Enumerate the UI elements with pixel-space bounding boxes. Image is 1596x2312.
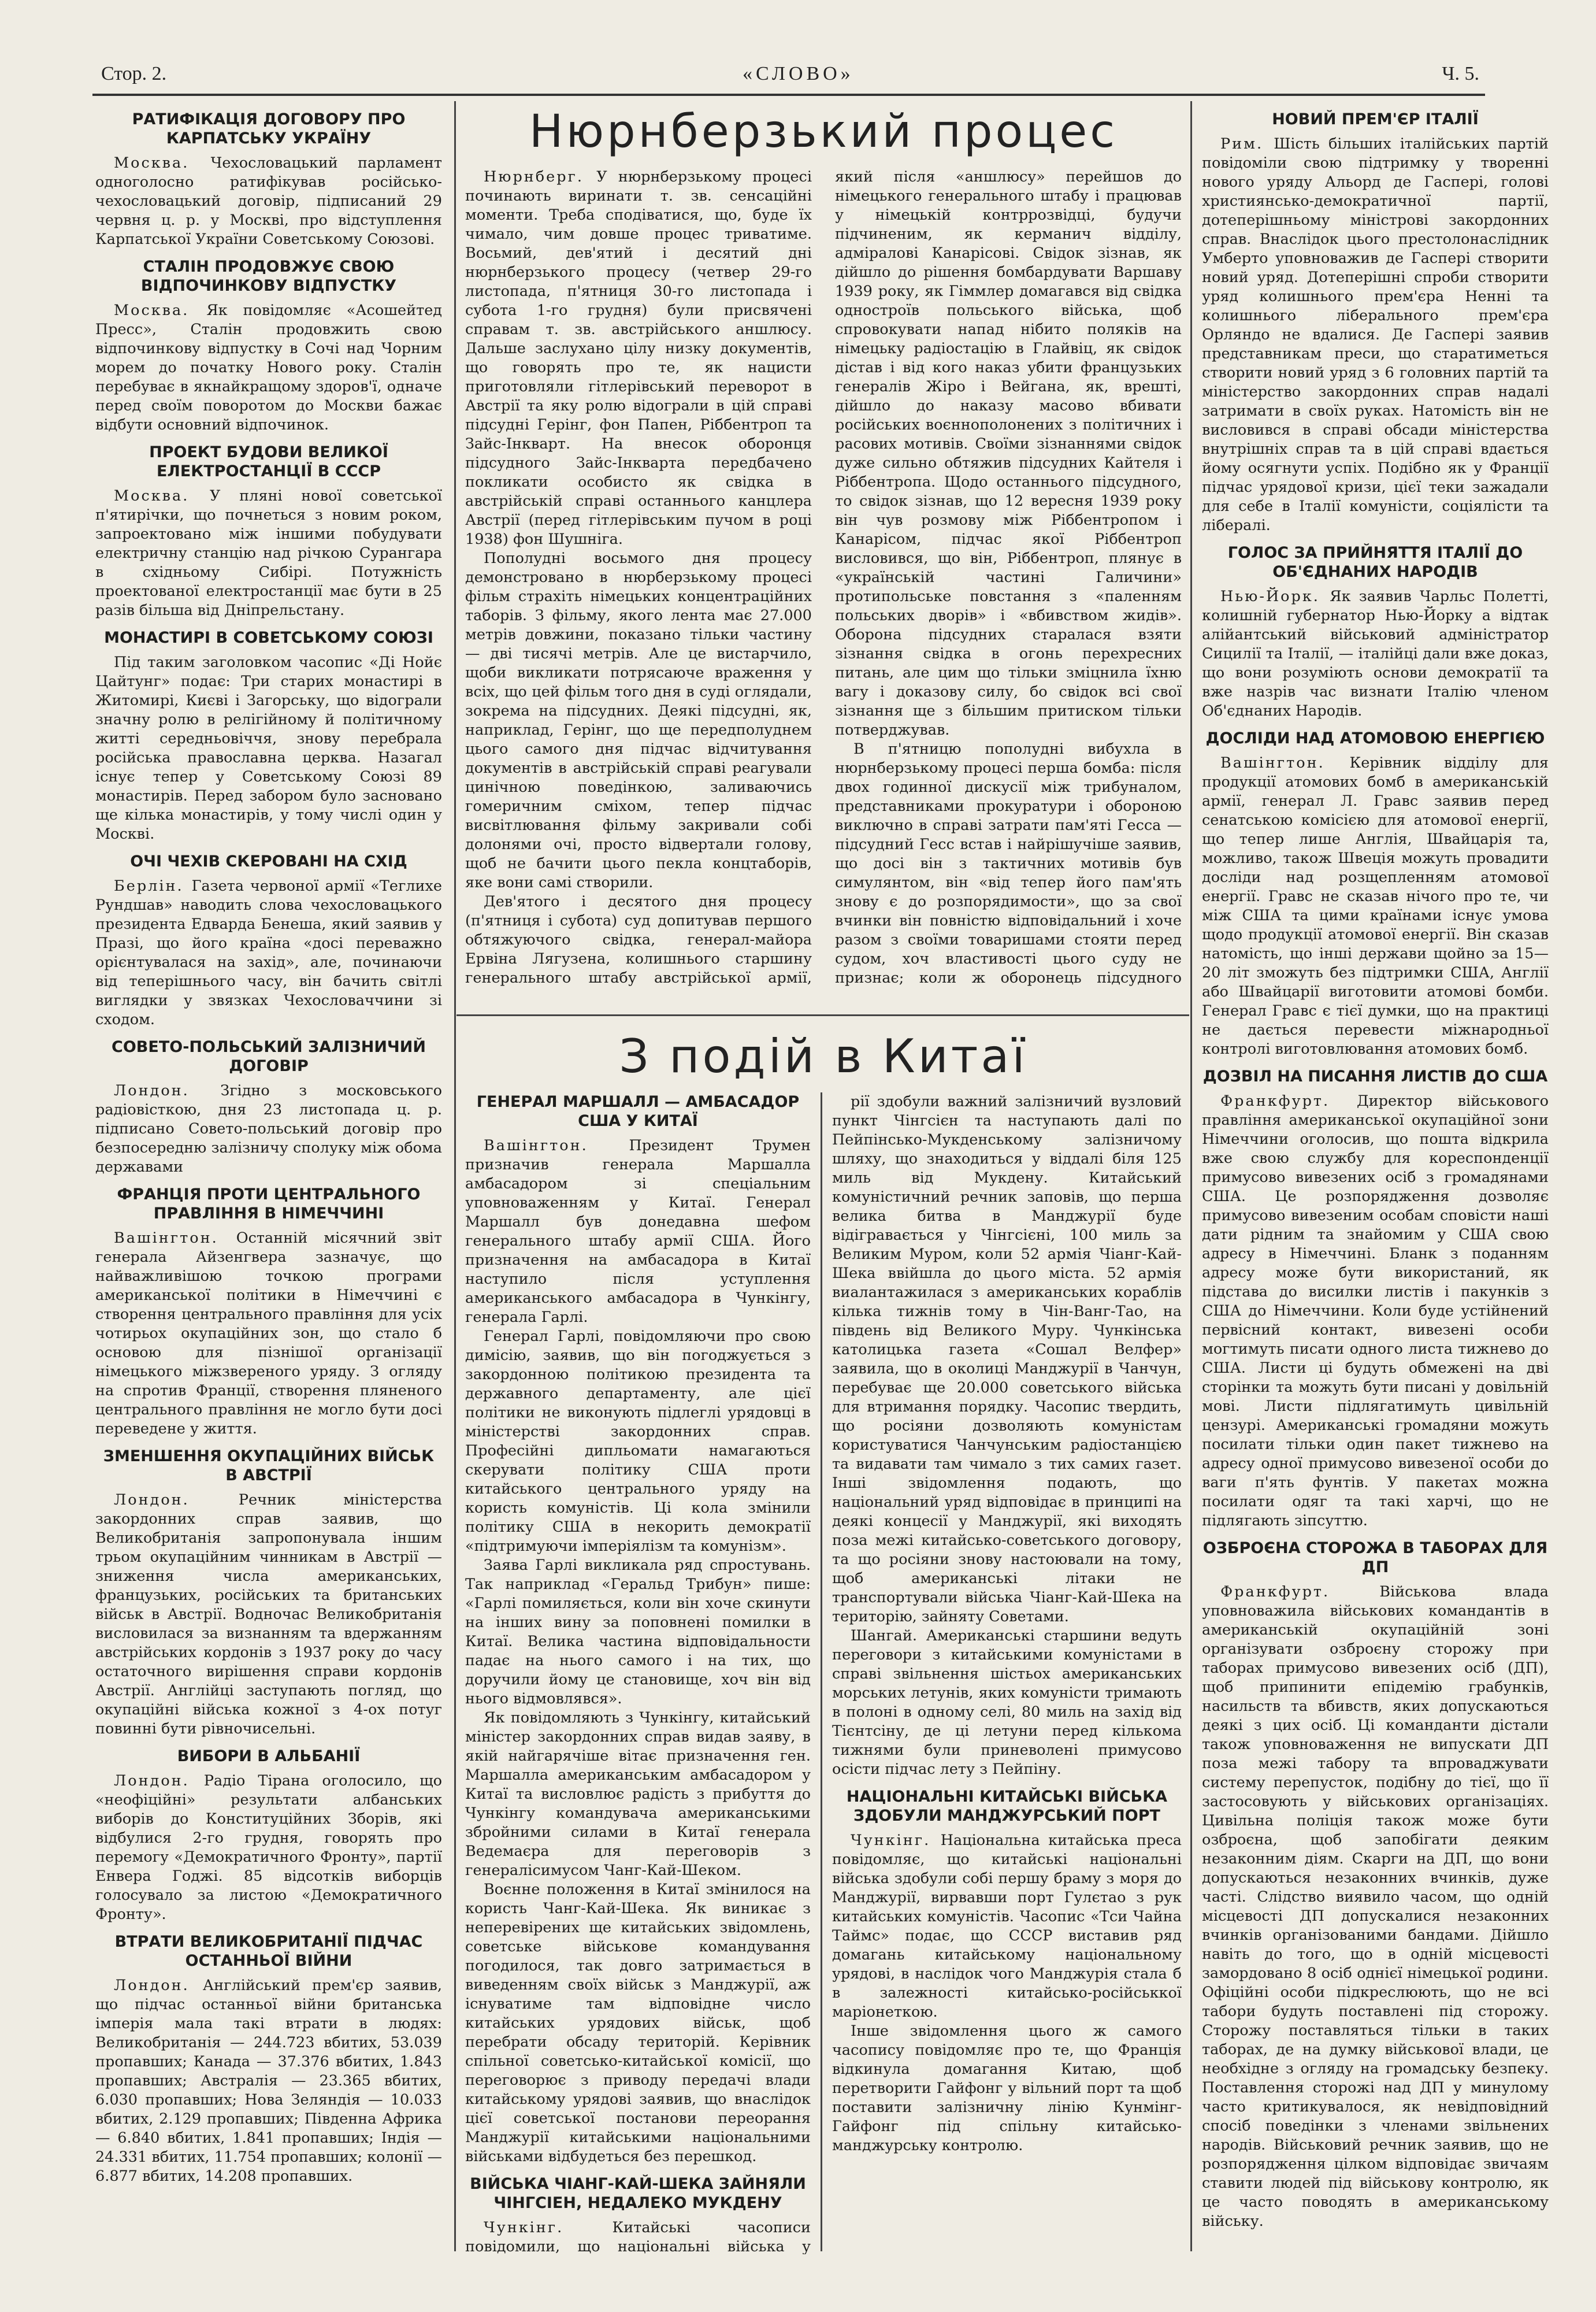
article-paragraph: рії здобули важний залізничий вузловий пункт Чінгсієн та наступають далі по Пейпінсько-Мукденському залізничому шляху, що знаходиться у віддалі біля 125 миль від Мукдену. Китайський комуністичний речник заповів, що перша велика битва в Манджурії буде відігравається у Чінгсієні, 100 миль за Великим Муром, коли 52 армія Чіанг-Кай-Шека ввійшла до цього міста. 52 армія виалантажилася з американських кораблів кілька тижнів тому в Чін-Ванг-Тао, на південь від Великого Муру. Чункінська католицька газета «Сошал Велфер» заявила, що в околиці Манджурії в Чанчун, перебуває ще 20.000 советського війська для втримання порядку. Часопис твердить, що росіяни дозволяють комуністам користуватися Чанчунським радіостанцією та видавати там чимало з тих самих газет. Інші звідомлення подають, що національний уряд відповідає в принципі на деякі концесії у Манджурії, які виходять поза межі китайсько-советського договору, та що росіяни знову настоювали на тому, щоб американські літаки не транспортували війська Чіанг-Кай-Шека на територію, зайняту Советами. [832,1093,1182,1625]
article-headline: ФРАНЦІЯ ПРОТИ ЦЕНТРАЛЬНОГО ПРАВЛІННЯ В НІМЕЧЧИНІ [117,1185,421,1222]
dateline: Лондон. [114,1977,203,1994]
dateline: Чункінг. [851,1832,941,1849]
article-headline: СТАЛІН ПРОДОВЖУЄ СВОЮ ВІДПОЧИНКОВУ ВІДПУСТКУ [140,258,397,295]
article-paragraph: Заява Гарлі викликала ряд спростувань. Так наприклад «Геральд Трибун» пише: «Гарлі помиляється, коли він хоче скинути на інших вину за поповнені помилки в Китаї. Велика частина відповідальности падає на нього самого і на тих, що доручили йому це становище, хоч він від нього відмовлявся». [465,1557,811,1707]
article-headline: ГЕНЕРАЛ МАРШАЛЛ — АМБАСАДОР США У КИТАЇ [476,1093,800,1130]
article-paragraph: Берлін. Газета червоної армії «Теглихе Рундшав» наводить слова чехословацького президента Едварда Бенеша, який заявив у Празі, що його країна «досі переважно орієнтувалася на захід», але, починаючи від теперішнього часу, він бачить світлі виглядки у звязках Чехословаччини зі сходом. [95,877,442,1028]
article-paragraph: Рим. Шість більших італійських партій повідоміли свою підтримку у творенні нового уряду Альорд де Гаспері, голові християнсько-демократичної партії, дотеперішньому міністрові закордонних справ. Внаслідок цього престолонаслідник Умберто уповноважив де Гаспері створити новий уряд. Дотеперішні спроби створити уряд колишнього прем'єра Ненні та колишнього ліберального прем'єра Орляндо не вдалися. Де Гаспері заявив представникам преси, що старатиметься створити новий уряд з 6 головних партій та міністерство закордонних справ надалі затримати в своїх руках. Натомість він не висловився в справі обсади міністерства внутрішніх справ та в цій справі вдається йому осягнути успіх. Подібно як у Франції підчас урядової кризи, цієї теки зажадали для себе в Італії комуністи, соціялісти та лібералі. [1202,135,1549,534]
news-article [832,1092,1182,1779]
nuremberg-article [465,168,1182,1006]
news-article [465,2174,811,2254]
article-paragraph: Франкфурт. Військова влада уповноважила військових командантів в американській окупаційній зоні організувати озброєну сторожу при таборах примусово вивезених осіб (ДП), щоб припинити епідемію грабунків, насильств та вбивств, яких допускаються деякі з цих осіб. Ці команданти дістали також уповноваження не випускати ДП поза межі табору та впроваджувати систему перепусток, подібну до тієї, що її застосовують у військових організаціях. Цивільна поліція також може бути озброєна, щоб запобігати деяким незаконним діям. Скарги на ДП, що вони допускаються незаконних вчинків, дуже часті. Слідство виявило часом, що одній місцевості ДП допускалися незаконних вчинків організованими бандами. Дійшло навіть до того, що в одній місцевості замордовано 8 осіб однієї німецької родини. Офіційні особи підкреслюють, що не всі табори будуть поставлені під сторожу. Сторожу поставляться тільки в таких таборах, де на думку військової влади, це необхідне з огляду на громадську безпеку. Поставлення сторожі над ДП у минулому часто критикувалося, як невідповідний спосіб поведінки з членами звільнених народів. Військовий речник заявив, що не розпорядження цілком відповідає звичаям ставити людей під військову контролю, як це часто поводять в американському війську. [1202,1583,1549,2230]
article-paragraph: Вашінгтон. Президент Трумен призначив генерала Маршалла амбасадором зі спеціальним уповноваженням у Китаї. Генерал Маршалл був донедавна шефом генерального штабу армії США. Його призначення на амбасадора в Китаї наступило після уступлення американського амбасадора в Чункінгу, генерала Гарлі. [465,1137,811,1326]
news-article [1202,1539,1549,2231]
article-paragraph: Франкфурт. Директор військового правління американської окупаційної зони Німеччини оголосив, що пошта відкрила вже свою службу для кореспонденції примусово вивезених осіб з громадянами США. Це розпорядження дозволяє примусово вивезеним особам сповісти наші дати рідним та знайомим у США свою адресу в Німеччині. Бланк з поданням адресу може бути використаний, як підстава до висилки листів і пакунків з США до Німеччини. Коли буде устійнений первісний контакт, вивезені особи могтимуть писати одного листа тижнево до США. Листи ці будуть обмежені на дві сторінки та можуть бути писані у довільній мові. Листи підлягатимуть цивільній цензурі. Американські громадяни можуть посилати тільки один пакет тижнево на адресу одної примусово вивезеної особи до ваги п'ять фунтів. У пакетах можна посилати одяг та такі харчі, що не підлягають зіпсуттю. [1202,1092,1549,1529]
article-paragraph: Як повідомляють з Чункінгу, китайський міністер закордонних справ видав заяву, в якій найгарячіше вітає призначення ген. Маршалла американським амбасадором у Китаї та висловлює радість з прибуття до Чункінгу командувача американськими збройними силами в Китаї генерала Ведемаєра для переговорів з генералісимусом Чанг-Кай-Шеком. [465,1709,811,1879]
article-paragraph: Пополудні восьмого дня процесу демонстровано в нюрберзькому процесі фільм страхіть німецьких концентраційних таборів. З фільму, якого лента має 27.000 метрів довжини, показано тільки частину — дві тисячі метрів. Але це вистарчило, щоби викликати потрясаюче враження у всіх, що цей фільм того дня в суді оглядали, зокрема на підсудних. Деякі підсудні, як, наприклад, Герінг, що ще передполуднем цього самого дня підчас відчитування документів в австрійській справі реагували цинічною поведінкою, заливаючись гомеричним сміхом, тепер підчас висвітлювання фільму закривали собі долонями очі, просто відвертали голову, щоб не бачити цього пекла концтаборів, яке вони самі створили. [465,550,812,891]
dateline: Москва. [114,302,207,319]
article-paragraph: Москва. У пляні нової советської п'ятирічки, що почнеться з новим роком, запроектовано між іншими побудувати електричну станцію над річкою Сурангара в східньому Сибірі. Потужність проектованої електростанції має бути в 25 разів більша від Дніпрельстану. [95,487,442,619]
article-headline: ВИБОРИ В АЛЬБАНІЇ [177,1747,361,1765]
dateline: Нью-Йорк. [1220,588,1330,605]
dateline: Москва. [114,154,211,172]
column-rule [1190,101,1192,2251]
news-article [95,257,442,435]
article-paragraph: Дев'ятого і десятого дня процесу (п'ятниця і субота) суд допитував першого обтяжуючого свідка, генерал-майора Ервіна Лягузена, колишнього старшину генерального штабу австрійської армії, який після «аншлюсу» перейшов до німецького генерального штабу і працював у німецькій контррозвідці, будучи підчиненим, як керманич відділу, адміралові Канарісові. Свідок зізнав, як дійшло до рішення бомбардувати Варшаву 1939 року, як Гіммлер домагався від свідка одностроїв польського війська, щоб спровокувати напад нібито поляків на німецьку радіостацію в Глайвіц, як свідок дістав і від кого наказ убити французьких генералів Жіро і Вейгана, як, врешті, дійшло до наказу масово вбивати російських воєннополонених з політичних і расових мотивів. Своїми зізнаннями свідок дуже сильно обтяжив підсудних Кайтеля і Ріббентропа. Щодо останнього підсудного, то свідок зізнав, що 12 вересня 1939 року він чув розмову між Ріббентропом і Канарісом, підчас якої Ріббентроп висловився, що він, Ріббентроп, плянує в «українській частині Галичини» протипольське повстання з «паленням польських дворів» і «вбивством жидів». Оборона підсудних старалася взяти зізнання свідка в огонь перехресних питань, але цим що тільки зміцнила їхню вагу і доказову силу, бо свідок всі свої зізнання ще з більшим притиском тільки потверджував. [465,168,1182,987]
article-paragraph: Вашінгтон. Останній місячний звіт генерала Айзенгвера зазначує, що найважливішою точкою програми американської політики в Німеччині є створення центрального правління для усіх чотирьох окупаційних зон, що стало б основою для пізнішої організації німецького міжзвереного уряду. З огляду на спротив Франції, створення пляненого центрального правління не могло бути досі переведене у життя. [95,1229,442,1437]
dateline: Лондон. [114,1772,204,1789]
news-article [95,1185,442,1439]
article-headline: ДОЗВІЛ НА ПИСАННЯ ЛИСТІВ ДО США [1202,1068,1548,1085]
dateline: Лондон. [114,1082,221,1099]
article-headline: ОЗБРОЄНА СТОРОЖА В ТАБОРАХ ДЛЯ ДП [1202,1539,1548,1576]
article-headline: ПРОЕКТ БУДОВИ ВЕЛИКОЇ ЕЛЕКТРОСТАНЦІЇ В СССР [149,443,388,480]
news-article [832,1787,1182,2155]
article-paragraph: Шангай. Американські старшини ведуть переговори з китайськими комуністами в справі звільнення шістьох американських морських летунів, яких комуністи тримають в полоні в одному селі, 80 миль на захід від Тієнтсіну, де ці летуни перед кількома тижнями були приневолені примусово осісти підчас лету з Пейпіну. [832,1627,1182,1778]
article-headline: ГОЛОС ЗА ПРИЙНЯТТЯ ІТАЛІЇ ДО ОБ'ЄДНАНИХ НАРОДІВ [1227,544,1523,581]
news-article [1202,1067,1549,1531]
article-headline: ДОСЛІДИ НАД АТОМОВОЮ ЕНЕРГІЄЮ [1205,729,1545,747]
column-left [95,110,442,2260]
news-article [95,1038,442,1177]
dateline: Лондон. [114,1491,239,1509]
article-headline: ВІЙСЬКА ЧІАНГ-КАЙ-ШЕКА ЗАЙНЯЛИ ЧІНГСІЕН, НЕДАЛЕКО МУКДЕНУ [470,2175,806,2212]
dateline: Нюрнберг. [484,168,597,186]
dateline: Берлін. [114,877,192,895]
article-paragraph: Нью-Йорк. Як заявив Чарльс Полетті, колишній губернатор Нью-Йорку а відтак алійантський військовий адміністратор Сицилії та Італії, — італійці дали вже доказ, що вони розуміють основи демократії та вже назрів час визнати Італію членом Об'єднаних Народів. [1202,588,1549,720]
nuremberg-headline: Нюрнберзький процес [529,106,1118,158]
news-article [95,852,442,1029]
article-paragraph: Інше звідомлення цього ж самого часопису повідомляє про те, що Франція відкинула домагання Китаю, щоб перетворити Гайфонг у вільний порт та щоб поставити залізничну лінію Кунмінг-Гайфонг під спільну китайсько-манджурську контролю. [832,2022,1182,2154]
news-article [1202,543,1549,721]
article-headline: ОЧІ ЧЕХІВ СКЕРОВАНІ НА СХІД [130,853,407,870]
article-headline: СОВЕТО-ПОЛЬСЬКИЙ ЗАЛІЗНИЧИЙ ДОГОВІР [112,1038,426,1075]
china-headline: З подій в Китаї [619,1029,1028,1083]
article-paragraph: Москва. Як повідомляє «Асошейтед Пресс», Сталін продовжить свою відпочинкову відпустку в Сочі над Чорним морем до початку Нового року. Сталін перебуває в якнайкращому здоров'ї, одначе перед своїм поворотом до Москви бажає відбути основний відпочинок. [95,302,442,433]
china-column-left [465,1092,811,2254]
masthead-rule [92,94,1485,96]
dateline: Чункінг. [484,2219,613,2236]
article-paragraph: Лондон. Речник міністерства закордонних справ заявив, що Великобританія запропонувала іншим трьом окупаційним чинникам в Австрії — зниження числа американських, французьких, російських та британських військ в Австрії. Водночас Великобританія висловилася за визнанням та вдержанням австрійських кордонів з 1937 року до часу остаточного вирішення справи кордонів Австрії. Англійці заступають погляд, що окупаційні війська кожної з 4-ох потуг повинні бути рівночисельні. [95,1491,442,1737]
article-headline: ВТРАТИ ВЕЛИКОБРИТАНІЇ ПІДЧАС ОСТАННЬОЇ ВІЙНИ [114,1933,423,1970]
article-paragraph: Під таким заголовком часопис «Ді Нойє Цайтунг» подає: Три старих монастирі в Житомирі, Києві і Загорську, що відограли значну ролю в релігійному й політичному житті середньовіччя, знову перебрала російська православна церква. Назагал існує тепер у Советському Союзі 89 монастирів. Перед забором було засновано ще кілька монастирів, у тому числі один у Москві. [95,654,442,843]
news-article [95,1932,442,2186]
dateline: Вашінгтон. [484,1137,629,1154]
article-headline: НАЦІОНАЛЬНІ КИТАЙСЬКІ ВІЙСЬКА ЗДОБУЛИ МАНДЖУРСЬКИЙ ПОРТ [846,1788,1168,1825]
article-paragraph: Воєнне положення в Китаї змінилося на користь Чанг-Кай-Шека. Як виникає з неперевірених ще китайських звідомлень, советське військове командування погодилося, так довго затримається в виведенням своїх військ з Манджурії, аж існуватиме там відповідне число китайських урядових військ, щоб перебрати обсаду територій. Керівник спільної советсько-китайської комісії, що переговорює з приводу передачі влади китайському урядові заявив, що внаслідок цієї советської постанови переорання Манджурії китайськими національними військами відбудеться без перешкод. [465,1881,811,2165]
issue-number: Ч. 5. [1442,63,1479,84]
dateline: Вашінгтон. [1220,754,1350,772]
china-column-right [832,1092,1182,2254]
article-paragraph: Генерал Гарлі, повідомляючи про свою димісію, заявив, що він погоджується з закордонною політикою президента та державного департаменту, але цієї політики не виконують підлеглі урядовці в міністерстві закордонних справ. Професійні дипльомати намагаються скерувати політику США проти китайського центрального уряду на користь комуністів. Ці кола змінили політику США в некорить демократії «підтримуючи імперіялізм та комунізм». [465,1328,811,1555]
article-headline: РАТИФІКАЦІЯ ДОГОВОРУ ПРО КАРПАТСЬКУ УКРАЇНУ [132,110,406,147]
article-paragraph: Чункінг. Китайські часописи повідомили, що національні війська у [465,2219,811,2254]
page-label: Стор. 2. [101,63,167,84]
article-paragraph: Чункінг. Національна китайська преса повідомляє, що китайські національні війська здобули собі першу браму з моря до Манджурії, вирвавши порт Гулєтао з рук китайських комуністів. Часопис «Тси Чайна Таймс» подає, що СССР виставив ряд домагань китайському національному урядові, в наслідок чого Манджурія стала б в залежності китайсько-російськкої маріонеткою. [832,1832,1182,2021]
article-paragraph: Лондон. Радіо Тірана оголосило, що «неофіційні» результати албанських виборів до Конституційних Зборів, які відбулися 2-го грудня, говорять про перемогу «Демократичного Фронту», партії Енвера Годжі. 85 відсотків виборців голосувало за листою «Демократичного Фронту». [95,1772,442,1923]
news-article [465,1092,811,2166]
newspaper-title: «СЛОВО» [743,63,854,84]
news-article [95,1447,442,1739]
column-rule [821,1092,822,2251]
news-article [1202,110,1549,535]
article-paragraph: В п'ятницю пополудні вибухла в нюрнберзькому процесі перша бомба: після двох годинної дискусії між трибуналом, представниками прокуратури і обороною виключно в справі затрати пам'яті Гесса — підсудний Гесс встав і найрішучіше заявив, що досі він з тактичних мотивів був симулянтом, він «від тепер його пам'ять знову є до розпорядимости», що за свої вчинки він повністю відповідальний і хоче разом з своїми товаришами стояти перед судом, хоч властивості цього суду не признає; коли ж оборонець підсудного [835,740,1182,987]
column-right [1202,110,1549,2260]
article-headline: МОНАСТИРІ В СОВЕТСЬКОМУ СОЮЗІ [104,629,433,647]
article-paragraph: Вашінгтон. Керівник відділу для продукції атомових бомб в американській армії, генерал Л. Гравс заявив перед сенатською комісією для атомової енергії, що тепер лише Англія, Швайцарія та, можливо, також Швеція можуть провадити досліди над розщепленням атомової енергії. Гравс не сказав нічого про те, чи між США та цими країнами існує умова щодо продукції атомової енергії. Він сказав натомість, що інші держави щойно за 15—20 літ зможуть без підтримки США, Англії або Швайцарії виготовити атомові бомби. Генерал Гравс є тієї думки, що на практиці не дається перевести міжнародньої контролі виготовлювання атомових бомб. [1202,754,1549,1058]
news-article [95,110,442,249]
masthead [101,60,1479,91]
article-paragraph: Лондон. Згідно з московського радіовісткою, дня 23 листопада ц. р. підписано Совето-польський договір про безпосередню залізничу сполуку між обома державами [95,1082,442,1176]
news-article [95,1747,442,1924]
news-article [95,443,442,620]
article-paragraph: Лондон. Англійський прем'єр заявив, що підчас останньої війни британська імперія мала такі втрати в людях: Великобританія — 244.723 вбитих, 53.039 пропавших; Канада — 37.376 вбитих, 1.843 пропавших; Австралія — 23.365 вбитих, 6.030 пропавших; Нова Зеляндія — 10.033 вбитих, 2.129 пропавших; Південна Африка — 6.840 вбитих, 1.841 пропавших; Індія — 24.331 вбитих, 11.754 пропавших; колонії — 6.877 вбитих, 14.208 пропавших. [95,1977,442,2185]
article-headline: ЗМЕНШЕННЯ ОКУПАЦІЙНИХ ВІЙСЬК В АВСТРІЇ [103,1447,435,1484]
article-paragraph: Москва. Чехословацький парламент одноголосно ратифікував російсько-чехословацький договір, підписаний 29 червня ц. р. у Москві, про відступлення Карпатської України Советському Союзові. [95,154,442,248]
dateline: Франкфурт. [1220,1092,1357,1110]
column-rule [454,101,456,2251]
article-headline: НОВИЙ ПРЕМ'ЄР ІТАЛІЇ [1272,110,1479,128]
news-article [1202,729,1549,1059]
dateline: Рим. [1220,135,1274,153]
dateline: Франкфурт. [1220,1583,1380,1600]
section-rule [456,1014,1189,1016]
dateline: Вашінгтон. [114,1229,236,1247]
dateline: Москва. [114,487,210,505]
news-article [95,628,442,844]
article-paragraph: Нюрнберг. У нюрнберзькому процесі починають виринати т. зв. сенсаційні моменти. Треба сподіватися, що, буде їх чимало, чим довше процес триватиме. Восьмий, дев'ятий і десятий дні нюрнберзького процесу (четвер 29-го листопада, п'ятниця 30-го листопада і субота 1-го грудня) були присвячені справам т. зв. австрійського аншлюсу. Дальше заслухано цілу низку документів, що говорять про те, як нацисти приготовляли гітлерівський переворот в Австрії та яку ролю відограли в цій справі підсудні Герінг, фон Папен, Ріббентроп та Зайс-Інкварт. На внесок оборонця підсудного Зайс-Інкварта передбачено покликати особисто як свідка в австрійській справі останнього канцлера Австрії (перед гітлерівським пучом в році 1938) фон Шушніга. [465,168,812,548]
